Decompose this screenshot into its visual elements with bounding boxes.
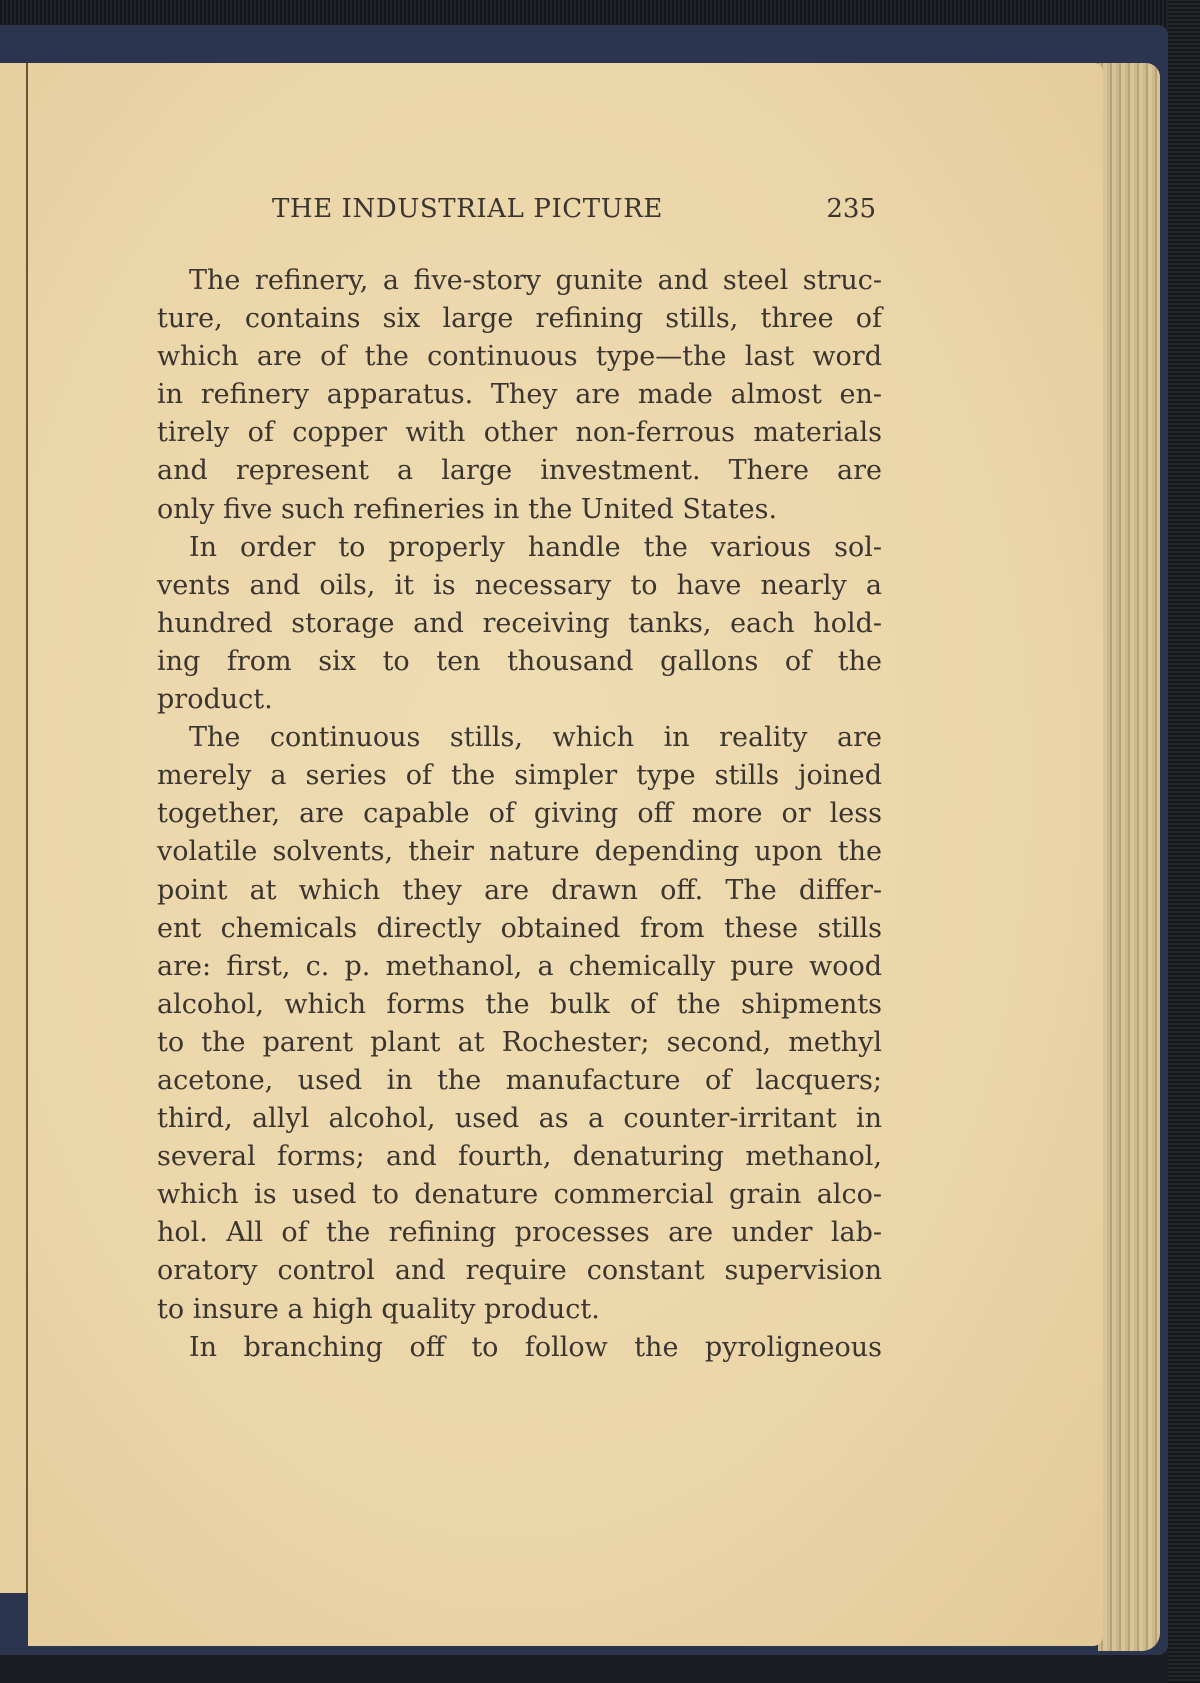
text-line: several forms; and fourth, denaturing methanol,	[157, 1141, 882, 1173]
text-line: In order to properly handle the various sol-	[189, 531, 882, 563]
text-line: oratory control and require constant supervision	[157, 1255, 882, 1287]
paragraph-4	[157, 1329, 882, 1367]
book-cloth-background-right	[1168, 0, 1200, 1683]
text-line: ing from six to ten thousand gallons of the	[157, 645, 882, 677]
text-line: product.	[157, 684, 273, 716]
page-fore-edge	[1098, 63, 1160, 1651]
page-number: 235	[826, 194, 876, 224]
text-line: tirely of copper with other non-ferrous materials	[157, 417, 882, 449]
previous-page-edge	[0, 63, 28, 1593]
text-line: only five such refineries in the United States.	[157, 493, 778, 525]
text-line: together, are capable of giving off more or less	[157, 798, 882, 830]
text-line: are: first, c. p. methanol, a chemically pure wood	[157, 950, 882, 982]
text-line: acetone, used in the manufacture of lacquers;	[157, 1064, 882, 1096]
text-line: to insure a high quality product.	[157, 1293, 600, 1325]
text-line: which are of the continuous type—the last word	[157, 341, 882, 373]
text-line: third, allyl alcohol, used as a counter-irritant in	[157, 1103, 882, 1135]
text-line: and represent a large investment. There are	[157, 455, 882, 487]
paragraph-2	[157, 529, 882, 719]
text-line: The continuous stills, which in reality are	[189, 722, 882, 754]
body-text	[157, 262, 882, 1367]
text-line: point at which they are drawn off. The differ-	[157, 874, 882, 906]
text-line: The refinery, a five-story gunite and steel struc-	[189, 265, 882, 296]
running-head-title: THE INDUSTRIAL PICTURE	[272, 194, 664, 224]
paragraph-1	[157, 262, 882, 529]
text-line: alcohol, which forms the bulk of the shipments	[157, 988, 882, 1020]
text-line: hundred storage and receiving tanks, each hold-	[157, 607, 882, 639]
text-line: ent chemicals directly obtained from these stills	[157, 912, 882, 944]
paragraph-3	[157, 719, 882, 1329]
text-line: ture, contains six large refining stills, three of	[157, 303, 882, 335]
text-line: in refinery apparatus. They are made almost en-	[157, 379, 882, 411]
text-line: which is used to denature commercial grain alco-	[157, 1179, 882, 1211]
text-line: volatile solvents, their nature depending upon the	[157, 836, 882, 868]
text-line: merely a series of the simpler type stills joined	[157, 760, 882, 792]
text-line: In branching off to follow the pyroligneous	[189, 1331, 882, 1363]
text-line: vents and oils, it is necessary to have nearly a	[157, 569, 882, 601]
text-line: hol. All of the refining processes are under lab-	[157, 1217, 882, 1249]
running-head	[272, 194, 876, 234]
text-line: to the parent plant at Rochester; second, methyl	[157, 1026, 882, 1058]
